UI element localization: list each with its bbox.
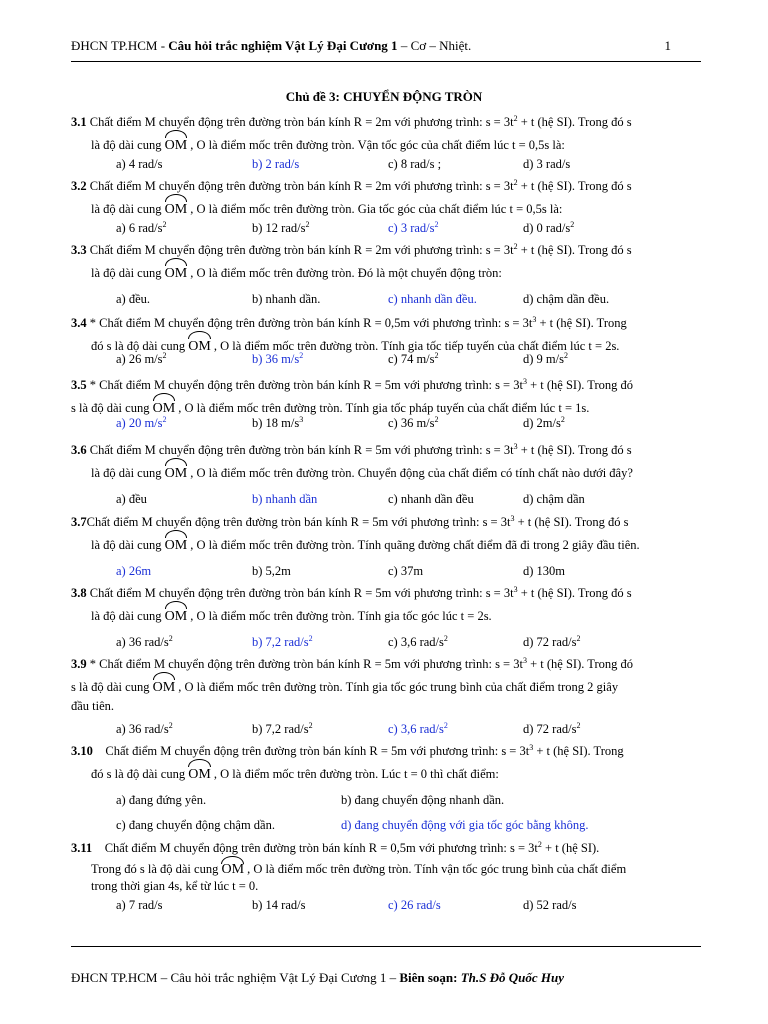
- superscript: 3: [532, 314, 537, 324]
- option-d[interactable]: [523, 415, 565, 431]
- question-text: Chất điểm M chuyển động trên đường tròn bán kính R = 5m với phương trình: s = 3t: [89, 443, 514, 457]
- question-text: đó s là độ dài cung: [91, 767, 189, 781]
- option-text: a) 20 m/s: [116, 416, 163, 430]
- page-header: [71, 38, 671, 54]
- footer-text: ĐHCN TP.HCM – Câu hỏi trắc nghiệm Vật Lý Đại Cương 1 –: [71, 970, 400, 985]
- question-text: , O là điểm mốc trên đường tròn. Tính gia tốc góc trung bình của chất điểm trong 2 giây: [175, 680, 619, 694]
- superscript: 3: [513, 441, 518, 451]
- answer-options: [71, 291, 701, 307]
- question-text: + t (hệ SI).: [541, 841, 600, 855]
- question-number: 3.8: [71, 586, 87, 600]
- question-text: s là độ dài cung: [71, 680, 153, 694]
- answer-options: [71, 792, 701, 808]
- arc-om: OM: [165, 197, 188, 220]
- superscript: 2: [162, 414, 167, 424]
- question-text: , O là điểm mốc trên đường tròn. Tính quãng đường chất điểm đã đi trong 2 giây đầu tiên.: [187, 538, 640, 552]
- superscript: 2: [434, 414, 439, 424]
- option-c[interactable]: c) 8 rad/s ;: [388, 157, 442, 171]
- option-c[interactable]: [388, 634, 448, 650]
- option-d[interactable]: d) 130m: [523, 564, 566, 578]
- question-3-9: [71, 654, 701, 737]
- option-b[interactable]: [252, 634, 313, 650]
- option-text: c) 36 m/s: [388, 416, 435, 430]
- option-b[interactable]: [252, 415, 303, 431]
- superscript: 2: [168, 720, 173, 730]
- arc-om: OM: [165, 133, 188, 156]
- question-text: Chất điểm M chuyển động trên đường tròn bán kính R = 5m với phương trình: s = 3t: [86, 515, 511, 529]
- option-c[interactable]: c) nhanh dần đều.: [388, 292, 477, 306]
- question-text: + t (hệ SI). Trong: [533, 744, 624, 758]
- question-text: , O là điểm mốc trên đường tròn. Tính gia tốc pháp tuyến của chất điểm lúc t = 1s.: [175, 401, 590, 415]
- arc-om: OM: [221, 859, 244, 879]
- question-text: là độ dài cung: [91, 609, 165, 623]
- question-number: 3.9: [71, 657, 87, 671]
- question-text: , O là điểm mốc trên đường tròn. Tính gia tốc tiếp tuyến của chất điểm lúc t = 2s.: [210, 339, 620, 353]
- question-number: 3.4: [71, 316, 87, 330]
- answer-options: [71, 491, 701, 507]
- option-text: b) 7,2 rad/s: [252, 635, 309, 649]
- arc-om: OM: [165, 261, 188, 284]
- option-a[interactable]: [116, 634, 173, 650]
- option-d[interactable]: [523, 351, 568, 367]
- arc-om: OM: [165, 533, 188, 556]
- superscript: 3: [529, 742, 534, 752]
- header-prefix: ĐHCN TP.HCM -: [71, 38, 169, 53]
- option-b[interactable]: b) 14 rad/s: [252, 898, 306, 912]
- option-b[interactable]: b) đang chuyển động nhanh dần.: [341, 793, 505, 807]
- question-text: + t (hệ SI). Trong đó s: [514, 515, 629, 529]
- arc-om: OM: [153, 396, 176, 419]
- question-number: 3.2: [71, 179, 87, 193]
- question-text: + t (hệ SI). Trong đó s: [517, 179, 632, 193]
- section-title: Chủ đề 3: CHUYỂN ĐỘNG TRÒN: [285, 89, 483, 104]
- superscript: 2: [162, 350, 167, 360]
- option-text: d) 9 m/s: [523, 352, 564, 366]
- option-text: d) 72 rad/s: [523, 722, 577, 736]
- page-number: 1: [664, 38, 671, 53]
- question-text: Chất điểm M chuyển động trên đường tròn bán kính R = 2m với phương trình: s = 3t: [89, 243, 514, 257]
- superscript: 2: [443, 633, 448, 643]
- arc-om: OM: [188, 334, 211, 357]
- option-text: c) 3,6 rad/s: [388, 722, 444, 736]
- option-text: d) 72 rad/s: [523, 635, 577, 649]
- option-b[interactable]: b) 5,2m: [252, 564, 291, 578]
- option-b[interactable]: [252, 721, 313, 737]
- question-text: + t (hệ SI). Trong đó s: [517, 243, 632, 257]
- option-text: b) 36 m/s: [252, 352, 300, 366]
- answer-options: [71, 563, 701, 579]
- superscript: 2: [434, 350, 439, 360]
- superscript: 3: [513, 584, 518, 594]
- superscript: 3: [299, 414, 304, 424]
- option-c[interactable]: [388, 220, 439, 236]
- answer-options: [71, 721, 701, 737]
- question-text: là độ dài cung: [91, 138, 165, 152]
- superscript: 2: [299, 350, 304, 360]
- option-text: c) 74 m/s: [388, 352, 435, 366]
- footer-rule: [71, 946, 701, 947]
- answer-options: [71, 897, 701, 913]
- answer-options: [71, 220, 701, 236]
- superscript: 2: [308, 720, 313, 730]
- question-text: là độ dài cung: [91, 538, 165, 552]
- option-text: b) 18 m/s: [252, 416, 300, 430]
- answer-options: [71, 415, 701, 431]
- option-c[interactable]: c) 26 rad/s: [388, 898, 441, 912]
- superscript: 2: [576, 720, 581, 730]
- question-text: , O là điểm mốc trên đường tròn. Tính gia tốc góc lúc t = 2s.: [187, 609, 492, 623]
- question-text: trong thời gian 4s, kể từ lúc t = 0.: [91, 879, 259, 893]
- question-text: + t (hệ SI). Trong: [536, 316, 627, 330]
- question-text: , O là điểm mốc trên đường tròn. Lúc t = 0 thì chất điểm:: [210, 767, 499, 781]
- option-d[interactable]: d) chậm dần đều.: [523, 292, 610, 306]
- option-c[interactable]: [388, 721, 448, 737]
- answer-options: [71, 634, 701, 650]
- option-c[interactable]: c) đang chuyển động chậm dần.: [116, 818, 275, 832]
- question-number: 3.10: [71, 744, 93, 758]
- arc-om: OM: [188, 762, 211, 785]
- footer-author: Th.S Đỗ Quốc Huy: [460, 970, 565, 985]
- header-suffix: – Cơ – Nhiệt.: [397, 38, 472, 53]
- superscript: 3: [522, 655, 527, 665]
- superscript: 2: [570, 219, 575, 229]
- option-text: d) 0 rad/s: [523, 221, 571, 235]
- option-a[interactable]: [116, 220, 167, 236]
- question-text: + t (hệ SI). Trong đó: [526, 378, 633, 392]
- question-text: đầu tiên.: [71, 699, 115, 713]
- option-text: b) 12 rad/s: [252, 221, 306, 235]
- superscript: 2: [563, 350, 568, 360]
- question-text: , O là điểm mốc trên đường tròn. Vận tốc góc của chất điểm lúc t = 0,5s là:: [187, 138, 565, 152]
- question-text: s là độ dài cung: [71, 401, 153, 415]
- option-text: a) 36 rad/s: [116, 635, 169, 649]
- option-a[interactable]: a) đều.: [116, 292, 151, 306]
- option-a[interactable]: a) đang đứng yên.: [116, 793, 207, 807]
- option-b[interactable]: [252, 351, 303, 367]
- option-a[interactable]: a) 7 rad/s: [116, 898, 163, 912]
- option-d[interactable]: [523, 721, 580, 737]
- option-c[interactable]: c) 37m: [388, 564, 424, 578]
- option-b[interactable]: b) nhanh dần: [252, 492, 318, 506]
- superscript: 2: [434, 219, 439, 229]
- question-text: + t (hệ SI). Trong đó s: [517, 443, 632, 457]
- question-text: Chất điểm M chuyển động trên đường tròn bán kính R = 2m với phương trình: s = 3t: [89, 115, 514, 129]
- superscript: 2: [168, 633, 173, 643]
- question-3-1: [71, 112, 701, 172]
- superscript: 2: [308, 633, 313, 643]
- option-d[interactable]: d) 3 rad/s: [523, 157, 571, 171]
- page-footer: [71, 970, 564, 986]
- option-a[interactable]: a) 26m: [116, 564, 152, 578]
- option-d[interactable]: [523, 634, 580, 650]
- option-c[interactable]: [388, 415, 439, 431]
- option-text: a) 36 rad/s: [116, 722, 169, 736]
- question-text: Trong đó s là độ dài cung: [91, 862, 222, 876]
- superscript: 2: [513, 113, 518, 123]
- question-text: là độ dài cung: [91, 266, 165, 280]
- superscript: 2: [576, 633, 581, 643]
- option-a[interactable]: [116, 351, 167, 367]
- option-text: c) 3,6 rad/s: [388, 635, 444, 649]
- option-d[interactable]: d) chậm dần: [523, 492, 585, 506]
- option-d[interactable]: d) 52 rad/s: [523, 898, 577, 912]
- superscript: 2: [513, 177, 518, 187]
- option-c[interactable]: c) nhanh dần đều: [388, 492, 474, 506]
- question-text: , O là điểm mốc trên đường tròn. Đó là một chuyển động tròn:: [187, 266, 502, 280]
- option-a[interactable]: a) đều: [116, 492, 147, 506]
- question-text: là độ dài cung: [91, 466, 165, 480]
- option-text: a) 26 m/s: [116, 352, 163, 366]
- superscript: 2: [513, 241, 518, 251]
- superscript: 2: [162, 219, 167, 229]
- question-3-5: [71, 375, 701, 431]
- option-text: b) 7,2 rad/s: [252, 722, 309, 736]
- question-text: là độ dài cung: [91, 202, 165, 216]
- superscript: 2: [537, 839, 542, 849]
- arc-om: OM: [165, 604, 188, 627]
- question-3-3: [71, 240, 701, 307]
- superscript: 2: [560, 414, 565, 424]
- option-a[interactable]: a) 4 rad/s: [116, 157, 163, 171]
- question-text: , O là điểm mốc trên đường tròn. Tính vận tốc góc trung bình của chất điểm: [244, 862, 627, 876]
- question-text: Chất điểm M chuyển động trên đường tròn bán kính R = 2m với phương trình: s = 3t: [89, 179, 514, 193]
- superscript: 3: [522, 376, 527, 386]
- answer-options: [71, 351, 701, 367]
- option-c[interactable]: [388, 351, 439, 367]
- question-text: Chất điểm M chuyển động trên đường tròn bán kính R = 5m với phương trình: s = 3t: [89, 586, 514, 600]
- question-text: + t (hệ SI). Trong đó s: [517, 115, 632, 129]
- option-a[interactable]: [116, 415, 167, 431]
- question-text: Chất điểm M chuyển động trên đường tròn bán kính R = 5m với phương trình: s = 3t: [105, 744, 530, 758]
- question-text: , O là điểm mốc trên đường tròn. Chuyển động của chất điểm có tính chất nào dưới đây?: [187, 466, 633, 480]
- question-text: Chất điểm M chuyển động trên đường tròn bán kính R = 0,5m với phương trình: s = 3t: [104, 841, 538, 855]
- question-number: 3.11: [71, 841, 93, 855]
- question-number: 3.7: [71, 515, 87, 529]
- question-text: * Chất điểm M chuyển động trên đường tròn bán kính R = 0,5m với phương trình: s = 3t: [86, 316, 533, 330]
- option-b[interactable]: b) nhanh dần.: [252, 292, 321, 306]
- question-3-11: [71, 838, 701, 913]
- header-course: Câu hỏi trắc nghiệm Vật Lý Đại Cương 1: [168, 38, 398, 53]
- superscript: 3: [510, 513, 515, 523]
- option-b[interactable]: b) 2 rad/s: [252, 157, 300, 171]
- option-d[interactable]: [523, 220, 574, 236]
- question-text: * Chất điểm M chuyển động trên đường tròn bán kính R = 5m với phương trình: s = 3t: [86, 378, 523, 392]
- arc-om: OM: [165, 461, 188, 484]
- footer-author-label: Biên soạn:: [399, 970, 461, 985]
- question-number: 3.1: [71, 115, 87, 129]
- answer-options: [71, 156, 701, 172]
- question-3-10: [71, 741, 701, 833]
- question-number: 3.5: [71, 378, 87, 392]
- answer-options: [71, 817, 701, 833]
- question-3-6: [71, 440, 701, 507]
- question-text: + t (hệ SI). Trong đó s: [517, 586, 632, 600]
- question-3-2: [71, 176, 701, 236]
- option-text: c) 3 rad/s: [388, 221, 435, 235]
- question-text: * Chất điểm M chuyển động trên đường tròn bán kính R = 5m với phương trình: s = 3t: [86, 657, 523, 671]
- option-b[interactable]: [252, 220, 309, 236]
- question-3-8: [71, 583, 701, 650]
- question-number: 3.6: [71, 443, 87, 457]
- question-text: + t (hệ SI). Trong đó: [526, 657, 633, 671]
- question-3-4: [71, 313, 701, 367]
- header-rule: [71, 61, 701, 62]
- question-number: 3.3: [71, 243, 87, 257]
- option-a[interactable]: [116, 721, 173, 737]
- option-text: a) 6 rad/s: [116, 221, 163, 235]
- option-text: d) 2m/s: [523, 416, 561, 430]
- question-text: , O là điểm mốc trên đường tròn. Gia tốc góc của chất điểm lúc t = 0,5s là:: [187, 202, 563, 216]
- question-3-7: [71, 512, 701, 579]
- option-d[interactable]: d) đang chuyển động với gia tốc góc bằng không.: [341, 818, 589, 832]
- superscript: 2: [305, 219, 310, 229]
- superscript: 2: [443, 720, 448, 730]
- arc-om: OM: [153, 675, 176, 698]
- question-text: đó s là độ dài cung: [91, 339, 189, 353]
